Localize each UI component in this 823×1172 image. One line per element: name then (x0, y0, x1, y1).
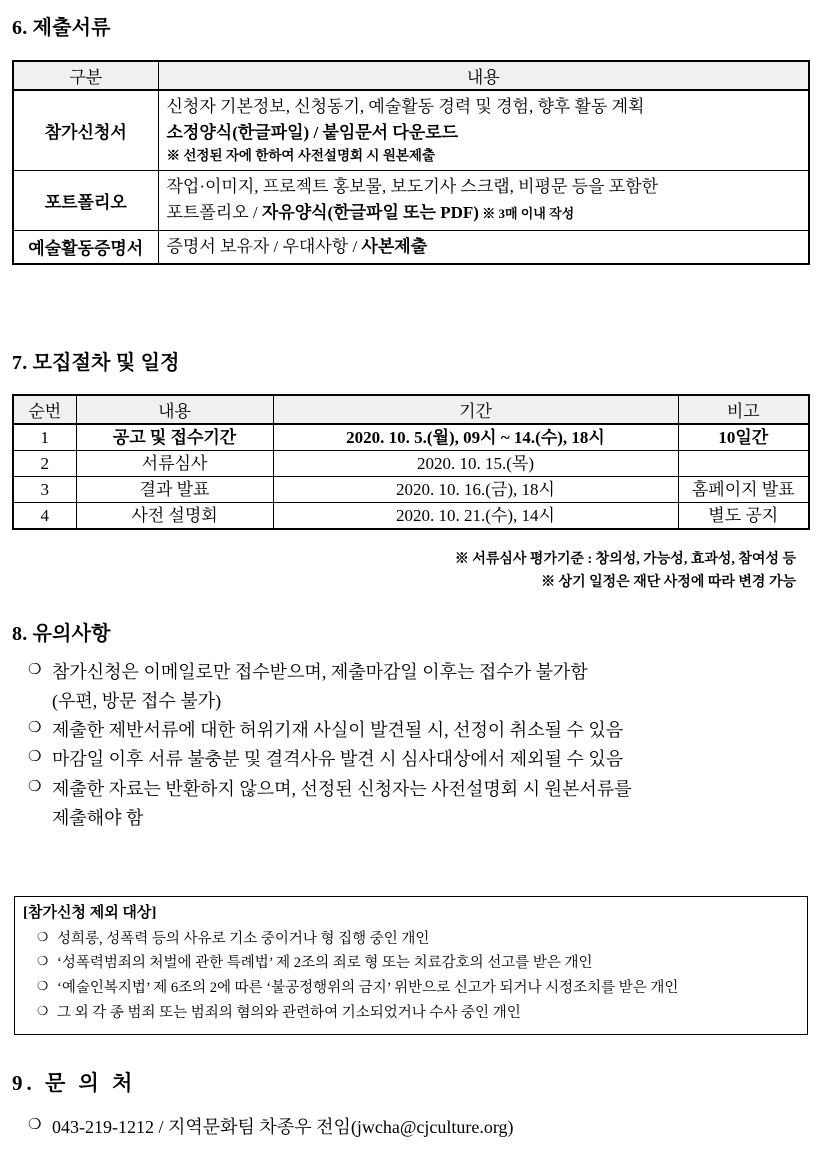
cell-remark: 별도 공지 (678, 503, 809, 530)
cell-content: 결과 발표 (76, 477, 273, 503)
exclusion-box-wrapper (14, 896, 808, 1035)
content-line (167, 234, 803, 260)
cell-no: 1 (13, 424, 76, 451)
bullet-circle-icon: ❍ (37, 954, 49, 969)
list-item (26, 1113, 726, 1142)
column-header-no: 순번 (13, 395, 76, 424)
notice-bullet-list (26, 658, 816, 833)
cell-period: 2020. 10. 21.(수), 14시 (273, 503, 678, 530)
list-item (37, 1001, 799, 1026)
section-heading-recruitment-schedule: 7. 모집절차 및 일정 (12, 352, 180, 374)
table-header-row (13, 61, 809, 90)
list-item-text: 제출한 제반서류에 대한 허위기재 사실이 발견될 시, 선정이 취소될 수 있음 (52, 720, 624, 741)
list-item-text: 그 외 각 종 범죄 또는 범죄의 혐의와 관련하여 기소되었거나 수사 중인 개인 (57, 1005, 521, 1022)
content-text: 증명서 보유자 / 우대사항 / (166, 236, 362, 256)
bullet-circle-icon: ❍ (28, 1117, 42, 1133)
column-header-content: 내용 (158, 61, 809, 90)
content-line: 작업·이미지, 프로젝트 홍보물, 보도기사 스크랩, 비평문 등을 포함한 (166, 176, 659, 196)
row-label-art-activity-certificate: 예술활동증명서 (13, 230, 158, 264)
row-label-application-form: 참가신청서 (13, 90, 158, 170)
content-line: 소정양식(한글파일) / 붙임문서 다운로드 (166, 122, 459, 142)
table-header-row (13, 395, 809, 424)
list-item-text: ‘예술인복지법’ 제 6조의 2에 따른 ‘불공정행위의 금지’ 위반으로 신고가 되거나 시정조치를 받은 개인 (57, 980, 679, 997)
list-item-text-continued: 제출해야 함 (52, 807, 144, 828)
cell-no: 3 (13, 477, 76, 503)
content-line: 신청자 기본정보, 신청동기, 예술활동 경력 및 경험, 향후 활동 계획 (166, 97, 645, 116)
column-header-category: 구분 (13, 61, 158, 90)
list-item-text: 참가신청은 이메일로만 접수받으며, 제출마감일 이후는 접수가 불가함 (52, 662, 588, 682)
table-row (13, 477, 809, 503)
column-header-content: 내용 (76, 395, 273, 424)
content-note-inline: ※ 3매 이내 작성 (478, 205, 575, 221)
cell-period: 2020. 10. 5.(월), 09시 ~ 14.(수), 18시 (273, 424, 678, 451)
list-item-text: 제출한 자료는 반환하지 않으며, 선정된 신청자는 사전설명회 시 원본서류를 (52, 778, 632, 799)
cell-remark (678, 451, 809, 477)
column-header-remark: 비고 (678, 395, 809, 424)
cell-content: 서류심사 (76, 451, 273, 477)
content-note: ※ 선정된 자에 한하여 사전설명회 시 원본제출 (166, 147, 435, 163)
list-item (37, 976, 799, 1001)
section-heading-notices: 8. 유의사항 (12, 623, 111, 645)
recruitment-schedule-table (12, 394, 810, 530)
submission-documents-table (12, 60, 810, 265)
exclusion-box (14, 896, 808, 1035)
list-item (26, 716, 816, 745)
cell-no: 2 (13, 451, 76, 477)
content-text-bold: 사본제출 (361, 236, 428, 256)
row-content-application-form (158, 90, 809, 170)
section-heading-submission-documents: 6. 제출서류 (12, 17, 111, 39)
list-item (37, 927, 799, 952)
bullet-circle-icon: ❍ (37, 979, 49, 994)
cell-remark: 홈페이지 발표 (678, 477, 809, 503)
list-item (26, 775, 816, 833)
list-item-text: 성희롱, 성폭력 등의 사유로 기소 중이거나 형 집행 중인 개인 (57, 930, 430, 947)
list-item-text: ‘성폭력범죄의 처벌에 관한 특례법’ 제 2조의 죄로 형 또는 치료감호의 선고를 받은 개인 (57, 955, 593, 972)
content-text-bold: 자유양식(한글파일 또는 PDF) (261, 202, 479, 222)
cell-remark: 10일간 (678, 424, 809, 451)
table-row (13, 503, 809, 530)
cell-period: 2020. 10. 15.(목) (273, 451, 678, 477)
schedule-note: ※ 상기 일정은 재단 사정에 따라 변경 가능 (541, 574, 796, 590)
bullet-circle-icon: ❍ (37, 1004, 49, 1019)
bullet-circle-icon: ❍ (28, 778, 42, 795)
section-heading-contact: 9. 문 의 처 (12, 1071, 137, 1095)
row-content-art-activity-certificate (158, 230, 809, 264)
content-line (167, 200, 803, 226)
recruitment-schedule-table-wrapper (12, 394, 810, 530)
exclusion-bullet-list (23, 927, 799, 1027)
list-item (26, 745, 816, 774)
contact-bullet-list (26, 1113, 726, 1142)
submission-documents-table-wrapper (12, 60, 810, 265)
schedule-note: ※ 서류심사 평가기준 : 창의성, 가능성, 효과성, 참여성 등 (454, 552, 796, 567)
list-item-text: 마감일 이후 서류 불충분 및 결격사유 발견 시 심사대상에서 제외될 수 있음 (52, 749, 624, 770)
bullet-circle-icon: ❍ (28, 720, 42, 737)
table-row (13, 170, 809, 230)
table-row (13, 424, 809, 451)
row-content-portfolio (158, 170, 809, 230)
content-text: 포트폴리오 / (166, 202, 262, 222)
schedule-notes (12, 549, 808, 594)
table-row (13, 230, 809, 264)
cell-no: 4 (13, 503, 76, 530)
contact-info-text: 043-219-1212 / 지역문화팀 차종우 전임(jwcha@cjculture.org) (52, 1117, 514, 1137)
cell-content: 공고 및 접수기간 (76, 424, 273, 451)
list-item (37, 951, 799, 976)
bullet-circle-icon: ❍ (28, 662, 42, 678)
list-item (26, 658, 816, 716)
table-row (13, 90, 809, 170)
row-label-portfolio: 포트폴리오 (13, 170, 158, 230)
table-row (13, 451, 809, 477)
exclusion-box-title: [참가신청 제외 대상] (23, 905, 157, 921)
bullet-circle-icon: ❍ (37, 929, 49, 944)
bullet-circle-icon: ❍ (28, 749, 42, 766)
cell-content: 사전 설명회 (76, 503, 273, 530)
cell-period: 2020. 10. 16.(금), 18시 (273, 477, 678, 503)
column-header-period: 기간 (273, 395, 678, 424)
list-item-text-continued: (우편, 방문 접수 불가) (52, 691, 222, 712)
